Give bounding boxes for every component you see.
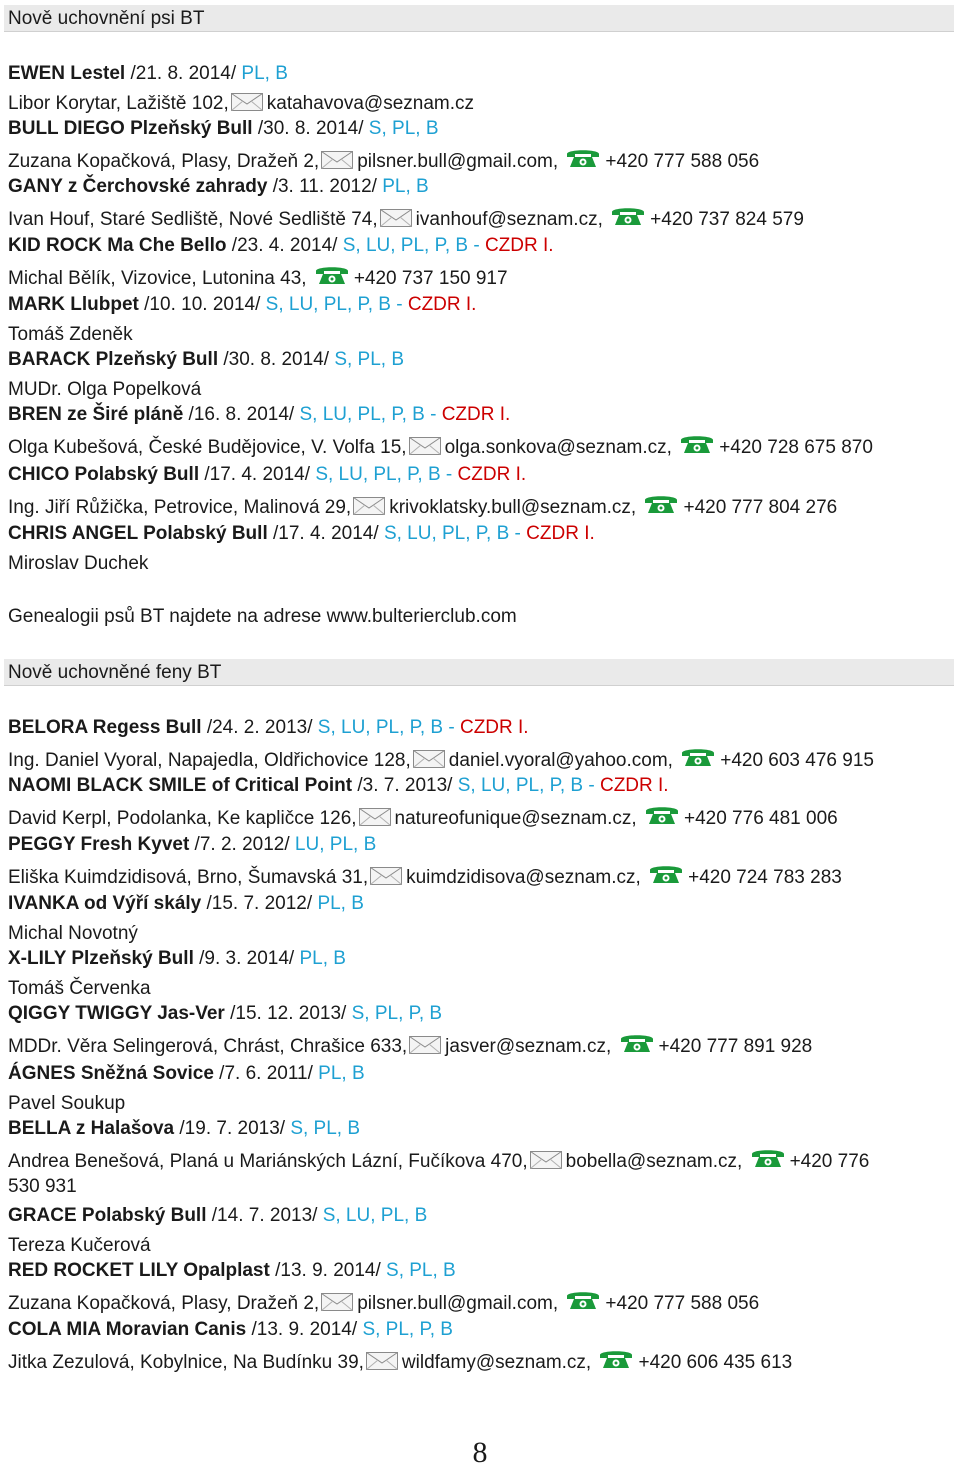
- owner-info: Olga Kubešová, České Budějovice, V. Volfa 15,: [8, 437, 407, 458]
- owner-line: [8, 1348, 956, 1372]
- owner-line: [8, 92, 956, 116]
- owner-info: MUDr. Olga Popelková: [8, 379, 202, 400]
- owner-phone: +420 603 476 915: [720, 750, 874, 771]
- dog-entry-line: [8, 293, 956, 317]
- owner-email[interactable]: pilsner.bull@gmail.com,: [357, 1293, 559, 1314]
- owner-line: [8, 147, 956, 171]
- dog-tags: S, PL, B: [368, 118, 439, 139]
- envelope-icon: [321, 1293, 353, 1311]
- dog-tags: S, LU, PL, P, B -: [342, 235, 485, 256]
- dog-name: GANY z Čerchovské zahrady: [8, 176, 268, 197]
- owner-line: [8, 378, 956, 402]
- dog-date: /13. 9. 2014/: [246, 1319, 363, 1340]
- owner-phone-continued: 530 931: [8, 1176, 77, 1197]
- owner-email[interactable]: natureofunique@seznam.cz,: [394, 808, 637, 829]
- dog-date: /30. 8. 2014/: [252, 118, 369, 139]
- owner-line: [8, 1147, 956, 1171]
- section-header-dogs: Nově uchovnění psi BT: [4, 5, 954, 32]
- owner-line: [8, 1234, 956, 1258]
- dog-tags: S, LU, PL, P, B -: [315, 464, 458, 485]
- genealogy-note: Genealogii psů BT najdete na adrese www.bulterierclub.com: [8, 606, 517, 627]
- dog-entry-line: [8, 1318, 956, 1342]
- owner-line: [8, 433, 956, 457]
- owner-info: Eliška Kuimdzidisová, Brno, Šumavská 31,: [8, 867, 369, 888]
- dog-date: /30. 8. 2014/: [218, 349, 335, 370]
- owner-info: Tomáš Zdeněk: [8, 324, 133, 345]
- dog-tags: PL, B: [382, 176, 429, 197]
- envelope-icon: [380, 209, 412, 227]
- page-number: 8: [472, 1436, 488, 1469]
- dog-entry-line: [8, 1259, 956, 1283]
- owner-info: Michal Novotný: [8, 923, 138, 944]
- owner-line: [8, 264, 956, 288]
- dog-tags: S, LU, PL, P, B -: [457, 775, 600, 796]
- owner-email[interactable]: ivanhouf@seznam.cz,: [415, 209, 603, 230]
- dog-name: QIGGY TWIGGY Jas-Ver: [8, 1003, 225, 1024]
- owner-line: [8, 804, 956, 828]
- section-header-bitches: Nově uchovněné feny BT: [4, 659, 954, 686]
- dog-entry-line: [8, 62, 956, 86]
- dog-entry-line: [8, 1204, 956, 1228]
- dog-name: CHRIS ANGEL Polabský Bull: [8, 523, 268, 544]
- dog-date: /17. 4. 2014/: [199, 464, 316, 485]
- dog-tags: S, PL, B: [334, 349, 405, 370]
- owner-info: Jitka Zezulová, Kobylnice, Na Budínku 39,: [8, 1352, 364, 1373]
- czdr-badge: CZDR I.: [457, 464, 527, 485]
- envelope-icon: [231, 93, 263, 111]
- dog-date: /15. 12. 2013/: [224, 1003, 352, 1024]
- owner-email[interactable]: kuimdzidisova@seznam.cz,: [406, 867, 641, 888]
- dog-tags: S, PL, B: [386, 1260, 456, 1281]
- dog-date: /24. 2. 2013/: [201, 717, 318, 738]
- owner-info: Ing. Daniel Vyoral, Napajedla, Oldřichovice 128,: [8, 750, 411, 771]
- owner-phone: +420 777 891 928: [658, 1036, 813, 1057]
- owner-info: Michal Bělík, Vizovice, Lutonina 43,: [8, 268, 307, 289]
- owner-info: Andrea Benešová, Planá u Mariánských Lázní, Fučíkova 470,: [8, 1151, 528, 1172]
- owner-line: [8, 922, 956, 946]
- dog-name: BARACK Plzeňský Bull: [8, 349, 219, 370]
- dog-name: NAOMI BLACK SMILE of Critical Point: [8, 775, 353, 796]
- dog-name: RED ROCKET LILY Opalplast: [8, 1260, 270, 1281]
- dog-entry-line: [8, 947, 956, 971]
- dog-tags: LU, PL, B: [294, 834, 377, 855]
- owner-phone: +420 724 783 283: [688, 867, 842, 888]
- owner-line: [8, 205, 956, 229]
- dog-entry-line: [8, 234, 956, 258]
- dog-entry-line: [8, 117, 956, 141]
- owner-email[interactable]: katahavova@seznam.cz: [266, 93, 475, 114]
- dog-entry-line: [8, 463, 956, 487]
- dog-entry-line: [8, 403, 956, 427]
- dog-tags: PL, B: [318, 1063, 365, 1084]
- owner-phone: +420 737 824 579: [650, 209, 804, 230]
- owner-line: [8, 863, 956, 887]
- owner-email[interactable]: wildfamy@seznam.cz,: [401, 1352, 592, 1373]
- dog-name: KID ROCK Ma Che Bello: [8, 235, 227, 256]
- czdr-badge: CZDR I.: [599, 775, 669, 796]
- dog-tags: S, LU, PL, P, B -: [317, 717, 460, 738]
- dog-date: /9. 3. 2014/: [193, 948, 300, 969]
- dog-date: /16. 8. 2014/: [183, 404, 300, 425]
- owner-info: Tomáš Červenka: [8, 978, 151, 999]
- owner-info: MDDr. Věra Selingerová, Chrást, Chrašice 633,: [8, 1036, 408, 1057]
- dog-date: /21. 8. 2014/: [125, 63, 242, 84]
- owner-line-continued: [8, 1175, 956, 1199]
- owner-email[interactable]: krivoklatsky.bull@seznam.cz,: [389, 497, 637, 518]
- owner-email[interactable]: pilsner.bull@gmail.com,: [357, 151, 559, 172]
- envelope-icon: [409, 437, 441, 455]
- owner-phone: +420 777 588 056: [605, 1293, 760, 1314]
- dog-date: /14. 7. 2013/: [206, 1205, 323, 1226]
- owner-line: [8, 746, 956, 770]
- dog-name: X-LILY Plzeňský Bull: [8, 948, 194, 969]
- owner-line: [8, 493, 956, 517]
- dog-entry-line: [8, 892, 956, 916]
- dog-name: GRACE Polabský Bull: [8, 1205, 207, 1226]
- dog-tags: S, PL, P, B: [351, 1003, 443, 1024]
- owner-info: Libor Korytar, Lažiště 102,: [8, 93, 229, 114]
- czdr-badge: CZDR I.: [526, 523, 595, 544]
- owner-phone: +420 737 150 917: [353, 268, 508, 289]
- envelope-icon: [370, 867, 402, 885]
- owner-line: [8, 1289, 956, 1313]
- owner-email[interactable]: daniel.vyoral@yahoo.com,: [448, 750, 673, 771]
- dog-tags: S, LU, PL, P, B -: [383, 523, 527, 544]
- telephone-icon: [565, 147, 601, 169]
- dog-entry-line: [8, 833, 956, 857]
- czdr-badge: CZDR I.: [441, 404, 511, 425]
- dog-tags: PL, B: [299, 948, 346, 969]
- dog-name: ÁGNES Sněžná Sovice: [8, 1063, 214, 1084]
- telephone-icon: [648, 863, 684, 885]
- dog-date: /15. 7. 2012/: [201, 893, 318, 914]
- envelope-icon: [359, 808, 391, 826]
- dog-entry-line: [8, 774, 956, 798]
- dog-tags: S, LU, PL, P, B -: [265, 294, 408, 315]
- owner-phone: +420 777 804 276: [683, 497, 838, 518]
- dog-entry-line: [8, 348, 956, 372]
- dog-name: IVANKA od Výří skály: [8, 893, 202, 914]
- owner-phone: +420 776 481 006: [683, 808, 838, 829]
- envelope-icon: [321, 151, 353, 169]
- dog-entry-line: [8, 175, 956, 199]
- owner-info: David Kerpl, Podolanka, Ke kapličce 126,: [8, 808, 357, 829]
- dog-entry-line: [8, 1062, 956, 1086]
- telephone-icon: [679, 433, 715, 455]
- dog-date: /7. 6. 2011/: [213, 1063, 319, 1084]
- owner-phone: +420 776: [789, 1151, 870, 1172]
- owner-info: Pavel Soukup: [8, 1093, 126, 1114]
- owner-line: [8, 1032, 956, 1056]
- dog-entry-line: [8, 1002, 956, 1026]
- dog-name: MARK Llubpet: [8, 294, 139, 315]
- envelope-icon: [366, 1352, 398, 1370]
- dog-tags: PL, B: [241, 63, 288, 84]
- telephone-icon: [750, 1147, 786, 1169]
- owner-line: [8, 1092, 956, 1116]
- telephone-icon: [598, 1348, 634, 1370]
- telephone-icon: [314, 264, 350, 286]
- dog-entry-line: [8, 716, 956, 740]
- owner-line: [8, 552, 956, 576]
- envelope-icon: [413, 750, 445, 768]
- owner-info: Tereza Kučerová: [8, 1235, 151, 1256]
- dog-date: /10. 10. 2014/: [138, 294, 266, 315]
- dog-date: /13. 9. 2014/: [269, 1260, 387, 1281]
- envelope-icon: [530, 1151, 562, 1169]
- owner-phone: +420 606 435 613: [638, 1352, 793, 1373]
- dog-date: /19. 7. 2013/: [174, 1118, 291, 1139]
- dog-date: /23. 4. 2014/: [226, 235, 343, 256]
- telephone-icon: [680, 746, 716, 768]
- owner-line: [8, 323, 956, 347]
- czdr-badge: CZDR I.: [459, 717, 529, 738]
- owner-email[interactable]: jasver@seznam.cz,: [445, 1036, 612, 1057]
- czdr-badge: CZDR I.: [484, 235, 554, 256]
- dog-entry-line: [8, 1117, 956, 1141]
- dog-name: BELORA Regess Bull: [8, 717, 202, 738]
- dog-entry-line: [8, 522, 956, 546]
- dog-tags: S, PL, B: [290, 1118, 361, 1139]
- dog-name: BELLA z Halašova: [8, 1118, 175, 1139]
- dog-name: PEGGY Fresh Kyvet: [8, 834, 190, 855]
- dog-date: /3. 11. 2012/: [267, 176, 383, 197]
- dog-date: /17. 4. 2014/: [267, 523, 384, 544]
- owner-info: Zuzana Kopačková, Plasy, Dražeň 2,: [8, 151, 320, 172]
- telephone-icon: [565, 1289, 601, 1311]
- dog-tags: PL, B: [317, 893, 364, 914]
- owner-email[interactable]: olga.sonkova@seznam.cz,: [444, 437, 672, 458]
- telephone-icon: [644, 804, 680, 826]
- dog-name: CHICO Polabský Bull: [8, 464, 200, 485]
- owner-info: Ivan Houf, Staré Sedliště, Nové Sedliště 74,: [8, 209, 378, 230]
- dog-name: EWEN Lestel: [8, 63, 126, 84]
- czdr-badge: CZDR I.: [407, 294, 477, 315]
- dog-tags: S, PL, P, B: [362, 1319, 453, 1340]
- owner-email[interactable]: bobella@seznam.cz,: [565, 1151, 743, 1172]
- envelope-icon: [353, 497, 385, 515]
- owner-line: [8, 977, 956, 1001]
- telephone-icon: [610, 205, 646, 227]
- dog-name: BULL DIEGO Plzeňský Bull: [8, 118, 253, 139]
- dog-tags: S, LU, PL, P, B -: [299, 404, 442, 425]
- telephone-icon: [643, 493, 679, 515]
- owner-info: Miroslav Duchek: [8, 553, 149, 574]
- dog-tags: S, LU, PL, B: [322, 1205, 428, 1226]
- owner-phone: +420 728 675 870: [719, 437, 873, 458]
- envelope-icon: [409, 1036, 441, 1054]
- telephone-icon: [619, 1032, 655, 1054]
- dog-name: BREN ze Širé pláně: [8, 404, 184, 425]
- owner-phone: +420 777 588 056: [605, 151, 760, 172]
- dog-name: COLA MIA Moravian Canis: [8, 1319, 247, 1340]
- owner-info: Zuzana Kopačková, Plasy, Dražeň 2,: [8, 1293, 320, 1314]
- owner-info: Ing. Jiří Růžička, Petrovice, Malinová 29,: [8, 497, 352, 518]
- dog-date: /7. 2. 2012/: [189, 834, 295, 855]
- dog-date: /3. 7. 2013/: [352, 775, 458, 796]
